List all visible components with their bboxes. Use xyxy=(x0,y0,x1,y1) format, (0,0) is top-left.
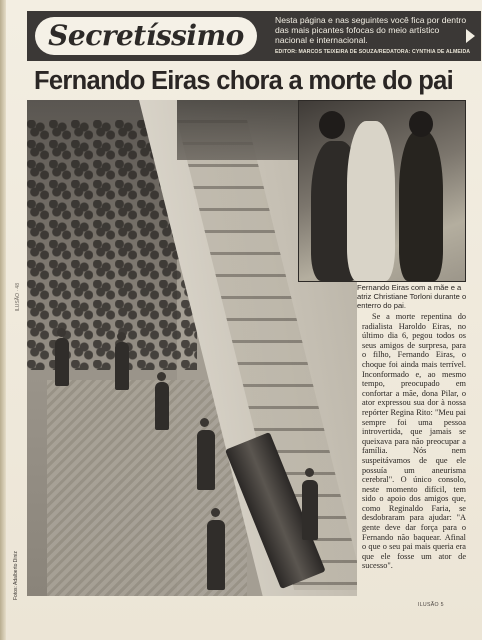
section-blurb: Nesta página e nas seguintes você fica por dentro das mais picantes fofocas do meio artístico nacional e internacional. xyxy=(275,15,467,45)
article-paragraph: Se a morte repentina do radialista Haroldo Eiras, no último dia 6, pegou todos os seus amigos de surpresa, para o filho, Fernando Eiras, o choque foi ainda mais terrível. Inconformado e, ao mesmo tempo, preocupado em confortar a mãe, dona Pilar, o ator expressou sua dor à nossa repórter Regina Rito: "Meu pai sempre foi uma pessoa introvertida, que jamais se queixava para não preocupar a família. Nós nem suspeitávamos de que ele possuía um aneurisma cerebral". O único consolo, neste momento difícil, tem sido o apoio dos amigos que, como Reginaldo Faria, se desdobraram para ajudar: "A gente deve dar força para o Fernando não baquear. Afinal o que o seu pai mais queria era que ele fosse um ator de sucesso". xyxy=(362,312,466,571)
editors-credit: EDITOR: MARCOS TEIXEIRA DE SOUZA/REDATORA: CYNTHIA DE ALMEIDA xyxy=(275,49,471,55)
section-logo xyxy=(35,17,257,55)
arrow-right-icon xyxy=(466,29,475,43)
page-folio: ILUSÃO 5 xyxy=(418,602,444,608)
section-logo-text: Secretíssimo xyxy=(48,19,244,52)
section-header xyxy=(27,11,481,61)
article-headline: Fernando Eiras chora a morte do pai xyxy=(34,67,454,95)
photo-caption: Fernando Eiras com a mãe e a atriz Christiane Torloni durante o enterro do pai. xyxy=(357,283,467,311)
photo-credit: Fotos: Adalberto Diniz xyxy=(13,551,19,600)
page-edge xyxy=(0,0,6,640)
article-body xyxy=(362,312,466,571)
side-page-marker: ILUSÃO · 48 xyxy=(15,283,21,312)
inset-mourners-photo xyxy=(298,100,466,282)
